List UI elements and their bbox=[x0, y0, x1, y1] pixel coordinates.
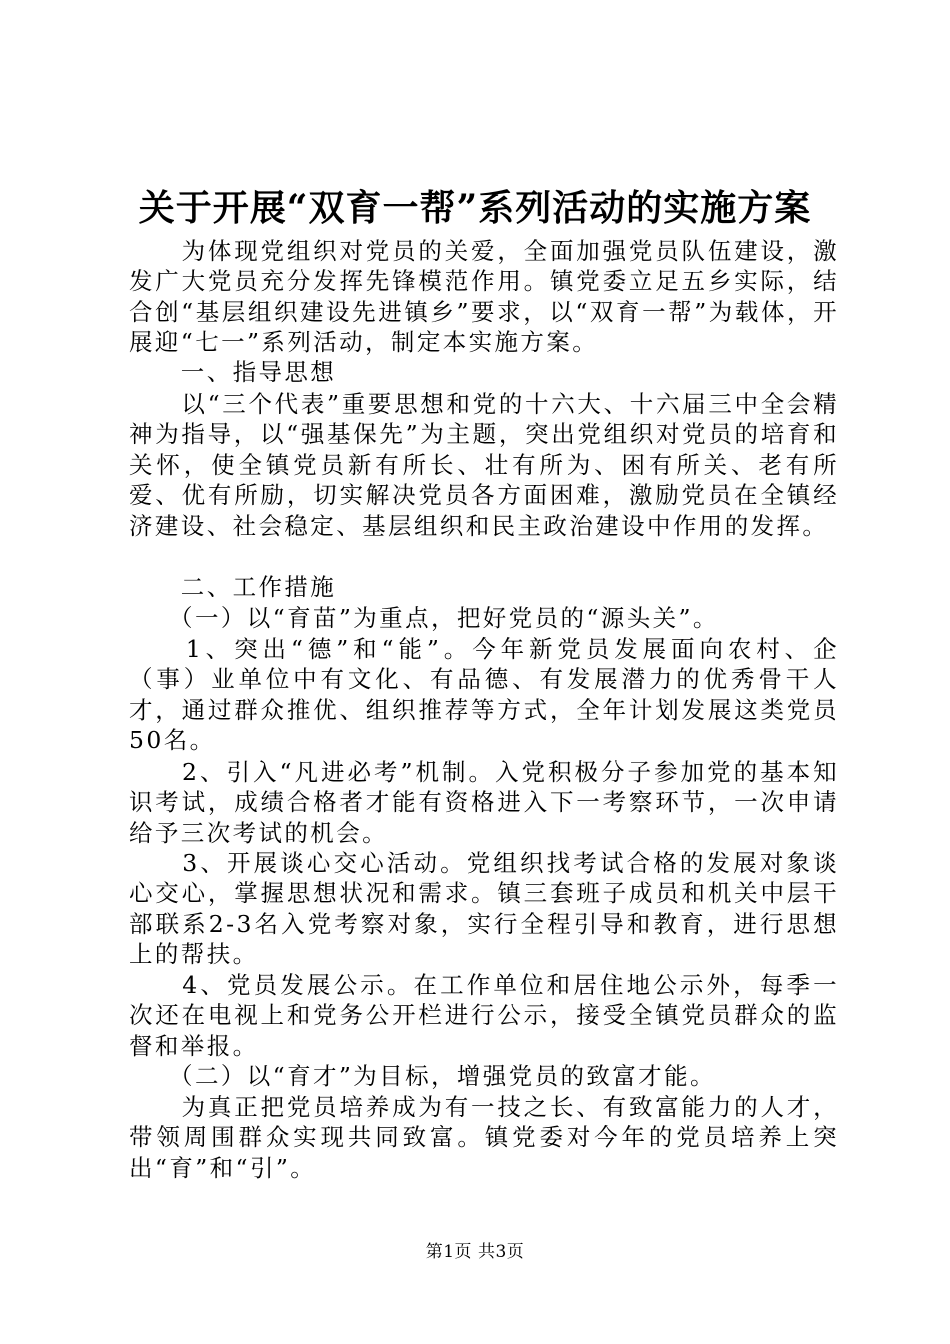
measure-item-1: 1、突出“德”和“能”。今年新党员发展面向农村、企（事）业单位中有文化、有品德、有发展潜力的优秀骨干人才，通过群众推优、组织推荐等方式，全年计划发展这类党员50名。 bbox=[129, 635, 839, 755]
measure-item-4: 4、党员发展公示。在工作单位和居住地公示外，每季一次还在电视上和党务公开栏进行公示，接受全镇党员群众的监督和举报。 bbox=[129, 971, 839, 1060]
measure-item-3: 3、开展谈心交心活动。党组织找考试合格的发展对象谈心交心，掌握思想状况和需求。镇三套班子成员和机关中层干部联系2-3名入党考察对象，实行全程引导和教育，进行思想上的帮扶。 bbox=[129, 849, 839, 969]
subsection-heading-seedling: （一）以“育苗”为重点，把好党员的“源头关”。 bbox=[129, 604, 719, 632]
section-heading-work-measures: 二、工作措施 bbox=[129, 573, 337, 601]
subsection-heading-talent: （二）以“育才”为目标，增强党员的致富才能。 bbox=[129, 1062, 716, 1090]
intro-paragraph: 为体现党组织对党员的关爱，全面加强党员队伍建设，激发广大党员充分发挥先锋模范作用。镇党委立足五乡实际，结合创“基层组织建设先进镇乡”要求，以“双育一帮”为载体，开展迎“七一”系列活动，制定本实施方案。 bbox=[129, 237, 839, 357]
document-title: 关于开展“双育一帮”系列活动的实施方案 bbox=[138, 187, 812, 229]
guiding-ideology-paragraph: 以“三个代表”重要思想和党的十六大、十六届三中全会精神为指导，以“强基保先”为主题，突出党组织对党员的培育和关怀，使全镇党员新有所长、壮有所为、困有所关、老有所爱、优有所励，切实解决党员各方面困难，激励党员在全镇经济建设、社会稳定、基层组织和民主政治建设中作用的发挥。 bbox=[129, 390, 839, 540]
page-footer: 第1页 共3页 bbox=[425, 1242, 525, 1262]
measure-item-2: 2、引入“凡进必考”机制。入党积极分子参加党的基本知识考试，成绩合格者才能有资格进入下一考察环节，一次申请给予三次考试的机会。 bbox=[129, 758, 839, 847]
section-heading-guiding-ideology: 一、指导思想 bbox=[129, 358, 337, 386]
talent-paragraph: 为真正把党员培养成为有一技之长、有致富能力的人才，带领周围群众实现共同致富。镇党委对今年的党员培养上突出“育”和“引”。 bbox=[129, 1093, 839, 1182]
